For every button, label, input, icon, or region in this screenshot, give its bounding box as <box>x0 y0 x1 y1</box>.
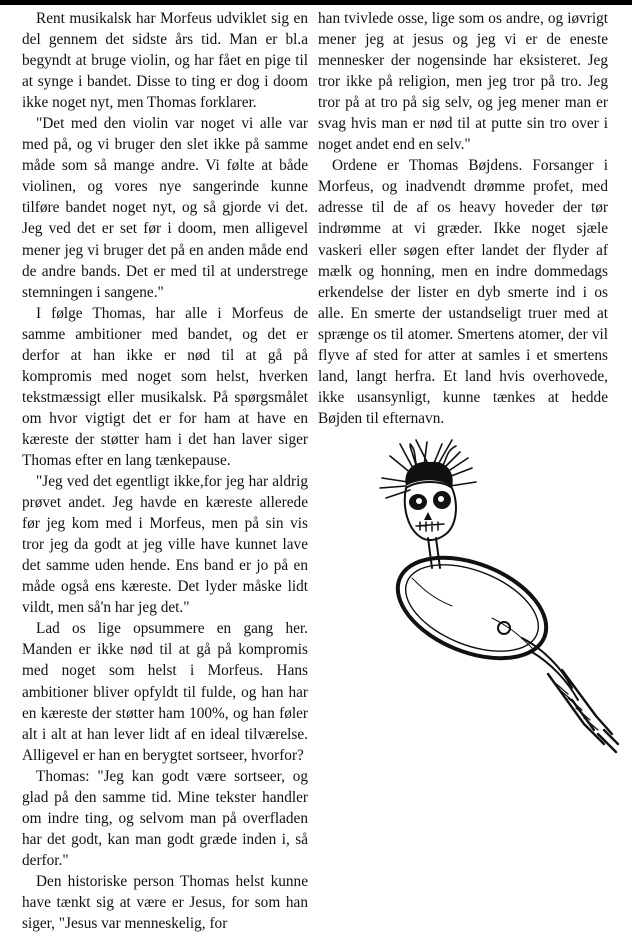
paragraph: "Jeg ved det egentligt ikke,for jeg har aldrig prøvet andet. Jeg havde en kæreste allerede før jeg kom med i Morfeus, men på sin vis tror jeg da godt at jeg ville have kunnet lave det samme uden hende. Ens band er jo på en måde også ens kæreste. Det lyder måske lidt vildt, men så'n har jeg det." <box>22 473 308 617</box>
skull-face <box>409 491 451 520</box>
paragraph: "Det med den violin var noget vi alle var med på, og vi bruger den slet ikke på samme måde som så mange andre. Vi følte at både violinen, og vores nye sangerinde kunne tilføre bandet noget nyt, og så gjorde vi det. Jeg ved det er set før i doom, men alligevel mener jeg vi bruger det på en anden måde end de andre bands. Det er med til at understrege stemningen i sangene." <box>22 115 308 301</box>
article-column-left <box>22 8 308 934</box>
skull-outline <box>405 482 456 540</box>
paragraph: Den historiske person Thomas helst kunne have tænkt sig at være er Jesus, for som han siger, "Jesus var menneskelig, for <box>22 872 308 933</box>
top-rule <box>0 0 632 5</box>
paragraph: Rent musikalsk har Morfeus udviklet sig en del gennem det sidste års tid. Man er bl.a begyndt at bruge violin, og har fået en pige til at synge i bandet. Disse to ting er dog i doom ikke noget nyt, men Thomas forklarer. <box>22 10 308 112</box>
article-column-right <box>318 8 608 429</box>
claw <box>548 670 612 744</box>
skull-figure-illustration <box>372 438 622 758</box>
paragraph: I følge Thomas, har alle i Morfeus de samme ambitioner med bandet, og det er derfor at han ikke er nød til at gå på kompromis med noget som helst, hverken tekstmæssigt eller musikalsk. På spørgsmålet om hvor vigtigt det er for ham at have en kæreste der støtter ham i det han laver siger Thomas efter en lang tænkepause. <box>22 304 308 469</box>
arm <box>522 638 578 700</box>
paragraph: han tvivlede osse, lige som os andre, og iøvrigt mener jeg at jesus og jeg vi er de eneste mennesker der nogensinde har eksisteret. Jeg tror ikke på religion, men jeg tror på tro. Jeg tror på at tro på sig selv, og jeg mener man er svag hvis man er nød til at putte sin tro over i noget andet end en selv." <box>318 10 608 154</box>
paragraph: Thomas: "Jeg kan godt være sortseer, og glad på den samme tid. Mine tekster handler om indre ting, og selvom man på overfladen har det godt, kan man godt græde inden i, så derfor." <box>22 767 308 869</box>
ring-inner <box>393 547 551 668</box>
paragraph: Lad os lige opsummere en gang her. Manden er ikke nød til at gå på kompromis med noget som helst i Morfeus. Hans ambitioner bliver opfyldt til fulde, og han har en kæreste der støtter ham 100%, og han føler alt i alt at han lever lidt af en ideal tilværelse. Alligevel er han en berygtet sortseer, hvorfor? <box>22 620 308 764</box>
ring <box>383 538 561 678</box>
skull-teeth <box>416 522 444 531</box>
neck <box>428 538 440 568</box>
paragraph: Ordene er Thomas Bøjdens. Forsanger i Morfeus, og inadvendt drømme profet, med adresse til de af os heavy hoveder der tør indrømme at vi græder. Ikke noget sjæle vaskeri eller søgen efter landet der flyder af mælk og honning, men en indre dommedags erkendelse der lister en dyb smerte ind i os alle. En smerte der ustandseligt truer med at sprænge os til atomer. Smertens atomer, der vil flyve af sted for atter at samles i et smertens land, langt herfra. Et land hvis overhovede, ikke usansynligt, kunne tænkes at hedde Bøjden til efternavn. <box>318 157 608 427</box>
